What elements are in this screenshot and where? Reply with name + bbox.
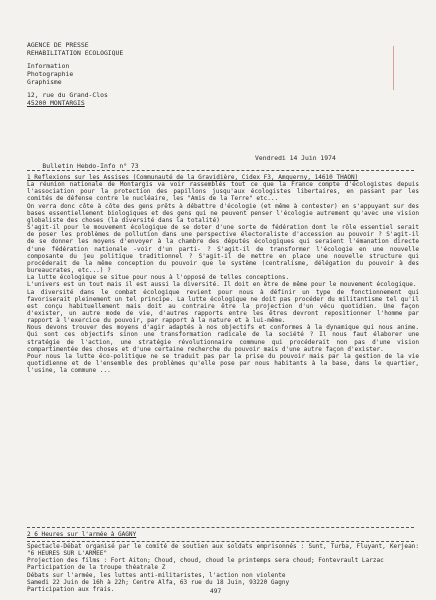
section1-paragraph-2: On verra donc côte à côte des gens prêts à débattre d'écologie (et même à contester) en s'appuyant sur des bases essentiellement biologiques et des gens qui ne peuvent penser l'écologie autrement qu'avec une vision globaliste des choses (la diversité dans la totalité)	[27, 202, 419, 224]
section1-paragraph-1: La réunion nationale de Montargis va voir rassemblés tout ce que la France compte d'écologistes depuis l'association pour la protection des papillons jusqu'aux écologistes libertaires, en passant par les comités de défense contre le nucléaire, les "Amis de la Terre" etc...	[27, 181, 419, 203]
section2-line-2: Projection des films : Fort Aiton; Choud, choud, choud le printemps sera choud; Fontevrault Larzac	[27, 557, 384, 565]
agency-name-line1: AGENCE DE PRESSE	[27, 41, 89, 50]
margin-mark	[393, 46, 394, 90]
service-graphisme: Graphisme	[27, 77, 62, 86]
address-city: 45200 MONTARGIS	[27, 98, 85, 107]
section1-paragraph-5: L'univers est un tout mais il est aussi la diversité. Il doit en être de même pour le mouvement écologique.	[27, 281, 417, 289]
service-photographie: Photographie	[27, 69, 74, 78]
address-street: 12, rue du Grand-Clos	[27, 91, 108, 100]
section1-paragraph-4: La lutte écologique se situe pour nous à l'opposé de telles conceptions.	[27, 274, 290, 282]
section2-line-4: Débats sur l'armée, les luttes anti-militaristes, l'action non violente	[27, 571, 286, 579]
section2-line-5: Samedi 22 Juin de 16h à 22h; Centre Alfa, 63 rue du 18 Juin, 93220 Gagny	[27, 578, 290, 586]
section2-line-1: Spectacle-Débat organisé par le comité de soutien aux soldats emprisonnés : Sunt, Turba, Fluyant, Kerjean: "6 HEURES SUR L'ARMEE"	[27, 543, 419, 558]
section2-title: 2 6 Heures sur l'armée à GAGNY	[27, 531, 137, 538]
section1-paragraph-7: Nous devons trouver des moyens d'agir adaptés à nos objectifs et conformes à la dynamique qui nous anime. Qui sont ces objectifs sinon une transformation radicale de la société ? Il nous faut élaborer une stratégie de l'action, une stratégie révolutionnaire commune qui procéderait non pas d'une vision compartimentée des choses et d'une certaine recherche du pouvoir mais d'une autre façon d'exister.	[27, 324, 419, 353]
service-information: Information	[27, 62, 70, 71]
divider-middle	[27, 527, 414, 528]
section1-title: 1 Reflexions sur les Assises (Communauté de la Gravidière, Cidex F3, Amquerny, 14610 THAON)	[27, 174, 359, 181]
section1-paragraph-6: La diversité dans le combat écologique revient pour nous à définir un type de fonctionnement qui favoriserait pleinement un tel principe. La lutte écologique ne doit pas procéder du militantisme tel qu'il est conçu habituellement mais doit au contraire être la projection d'un vécu quotidien. Une façon d'exister, un autre mode de vie, d'autres rapports entre les êtres devront repositionner l'homme par rapport à l'exercice du pouvoir, par rapport à la nature et à lui-même.	[27, 288, 419, 325]
section2-heading	[27, 531, 419, 538]
section-reflexions	[27, 174, 419, 374]
section1-paragraph-8: Pour nous la lutte éco-politique ne se traduit pas par la prise du pouvoir mais par la gestion de la vie quotidienne et de l'ensemble des problèmes qu'elle pose par nous habitants à la base, dans le quartier, l'usine, la commune ...	[27, 352, 419, 375]
page-number: 497	[210, 588, 222, 595]
section1-paragraph-3: S'agit-il pour le mouvement écologique de se doter d'une sorte de fédération dont le rôle essentiel serait de poser les problèmes de pollution dans une perspective électoraliste d'accession au pouvoir ? S'agit-il de se donner les moyens d'envoyer à la chambre des députés écologiques qui seraient l'émanation directe d'une fédération nationale -voir d'un parti- ? S'agit-il de transformer l'écologie en une nouvelle composante du jeu politique traditionnel ? S'agit-il de mettre en place une nouvelle structure qui procéderait de la même conception du pouvoir que le système (centralisme, délégation du pouvoir à des bureaucrates, etc...) ?	[27, 224, 419, 275]
letterhead	[27, 27, 123, 123]
bulletin-date: Vendredi 14 Juin 1974	[255, 154, 336, 162]
agency-name-line2: REHABILITATION ECOLOGIQUE	[27, 48, 124, 57]
section2-line-3: Participation de la troupe théatrale Z	[27, 564, 166, 572]
section2-line-6: Participation aux frais.	[27, 585, 115, 593]
section-gagny	[27, 543, 419, 593]
bulletin-label: Bulletin Hebdo-Info n° 73	[42, 161, 139, 170]
divider-section2	[27, 541, 414, 542]
divider-top	[27, 170, 414, 171]
